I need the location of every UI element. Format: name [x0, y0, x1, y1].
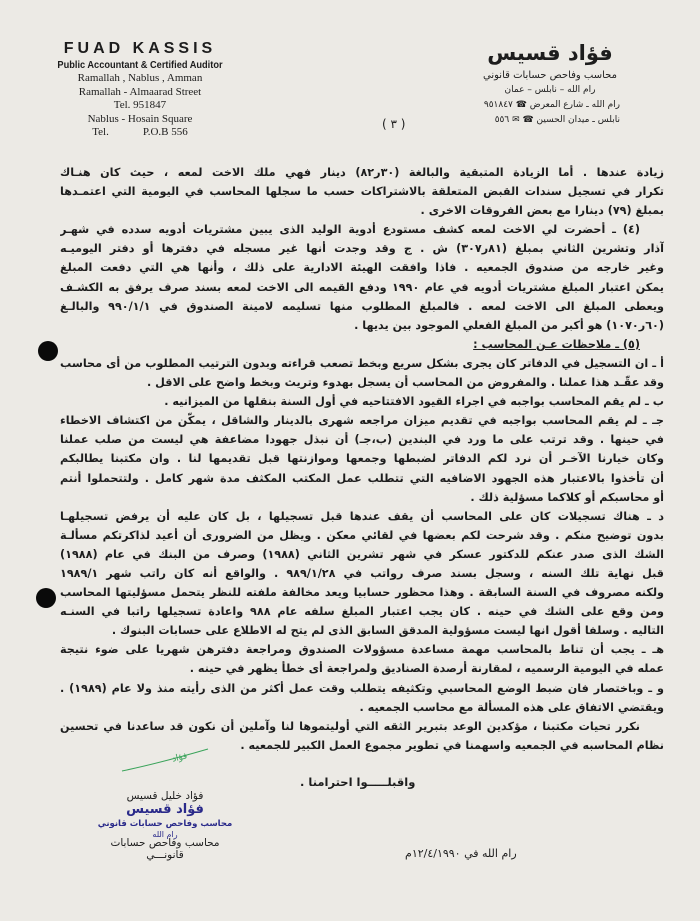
stamp-title: محاسب وفاحص حسابات قانوني	[97, 819, 233, 829]
letter-body	[60, 163, 664, 755]
body-line: ويقتضي الاتفاق على هذه المسألة مع محاسب الجمعيه .	[359, 700, 664, 714]
section-heading: (٥) ـ ملاحظات عـن المحاسب :	[473, 337, 640, 351]
body-line: د ـ هناك تسجيلات كان على المحاسب أن يقف عندها قبل تسجيلها ، بل كان عليه أن يرفض تسجيلهـا	[60, 509, 664, 523]
body-line: الشك الذى صدر عنكم للدكتور عسكر في شهر تشرين الثاني (١٩٨٨) وصرف من البنك في عام (١٩٨٨)	[60, 547, 664, 561]
body-line: ولكنه مصروف في السنة السابقة . وهذا محظور حسابيا ويعد مخالفة ملفته للنظر يتحمل مسؤليتها المحاسب	[60, 586, 664, 600]
ar-title: محاسب وفاحص حسابات قانوني	[483, 70, 617, 81]
body-line: آذار وتشرين الثاني بمبلغ (٨١ر٣٠٧) ش . ج وقد وجدت أنها غير مسجله في دفترها أو دفتر اليوميـه	[60, 242, 664, 256]
en-address2: Nablus - Hosain Square	[87, 112, 193, 125]
en-cities: Ramallah , Nablus , Amman	[77, 72, 203, 84]
body-line: قبل نهاية تلك السنه ، وسجل بسند صرف رواتب في ٩٨٩/١/٢٨ . والواقع أنه كان راتب شهر ١٩٨٩/١	[60, 566, 664, 580]
body-line: جـ ـ لم يقم المحاسب بواجبه في تقديم ميزان مراجعه شهرى بالدينار والشاقل ، يمكّن من اكتشاف الاخطاء	[60, 414, 664, 428]
date-line: رام الله في ١٢/٤/١٩٩٠م	[405, 847, 517, 860]
note-text: فؤاد	[171, 751, 189, 765]
green-pen-stroke	[120, 745, 210, 775]
stamp-city: رام الله	[152, 830, 178, 839]
signer-title: محاسب وفاحص حسابات قانونـــي	[110, 837, 220, 861]
body-line: نظام المحاسبه في الجمعيه واسهمنا في تطوير مجموع العمل الكبير للجمعيه .	[240, 738, 664, 752]
body-line: ومن وقع على الشك في حينه . كان يجب اعتبار المبلغ سلفه عام ٩٨٨ واعادة تسجيلها راتبا في السنـه	[60, 605, 664, 619]
body-line: وقد عقّـد هذا عملنا . والمفروض من المحاسب أن يسجل بهدوء وتريث وبخط واضح على الاقل .	[147, 376, 664, 390]
body-line: (٤) ـ أحضرت لي الاخت لمعه كشف مستودع أدوية الوليد الذى يبين مشتريات أدويه سدده في شهـر	[60, 223, 640, 237]
en-contact-row	[40, 126, 240, 140]
en-title: Public Accountant & Certified Auditor	[57, 59, 223, 71]
en-address: Ramallah - Almaarad Street	[78, 85, 202, 98]
body-line: هـ ـ يجب أن تناط بالمحاسب مهمة مساعدة مسؤولات الصندوق ومراجعة دفترهن شهريا على ضوء نتيجة	[60, 643, 664, 657]
body-line: تكرار في تسجيل سندات القبض المتعلقة بالاشتراكات حسب ما سجلها المحاسب في اليومية التي اعتمـدها	[60, 185, 664, 199]
body-line: بدون توضيح منكم . وقد شرحت لكم بعضها في لقائي معكن . ويظل من الضرورى أن أعيد لذاكرتكم مسألـة	[60, 528, 664, 542]
signer-name: فؤاد خليل قسيس	[126, 790, 204, 802]
body-line: أن تأخذوا بالاعتبار هذه الجهود الاضافيه التي تتطلب عمل المكتب المكثف مدة شهر كامل . ولتتحملوا أنتم	[60, 471, 664, 485]
body-line: نكرر تحيات مكتبنا ، مؤكدين الوعد بتبرير الثقه التي أوليتموها لنا وآملين أن نكون قد ساعدنا في تحسين	[60, 719, 640, 733]
punch-hole	[36, 588, 56, 608]
body-line: في حينها . وقد ترتب على ما ورد في البندين (ب،جـ) أن نبذل جهودا مضاعفة هي ليست من صلب عملنا	[60, 433, 664, 447]
en-name: FUAD KASSIS	[63, 40, 217, 57]
ar-address2: نابلس ـ ميدان الحسين ☎ ✉ ٥٥٦	[494, 115, 620, 125]
stamp-name: فؤاد قسيس	[126, 802, 204, 817]
body-line: عمله في اليومية الرسميه ، لمقارنة أرصدة الصناديق ولمراجعة أى خطأ يظهر في حينه .	[189, 662, 664, 676]
body-line: يمكن اعتبار المبلغ مشتريات أدويه في عام ١٩٩٠ ودفع القيمه الى الاخت لمعه بسند صرف يرفق به الكشـف	[60, 280, 664, 294]
body-line: التاليه . وسلفا أقول انها ليست مسؤولية المدقق السابق الذى لم يتح له الاطلاع على حسابات البنوك .	[111, 624, 664, 638]
signature-block	[95, 790, 235, 861]
ar-cities: رام الله – نابلس – عمان	[504, 85, 596, 95]
en-pob: P.O.B 556	[142, 126, 188, 138]
body-line: زيادة عندها . أما الزيادة المتبقية والبالغة (٣٠ر٨٢) دينار فهي ملك الاخت لمعه ، حيث كان هنـاك	[60, 166, 664, 179]
handwritten-note	[120, 745, 210, 779]
body-line: و ـ وباختصار فان ضبط الوضع المحاسبي وتكثيفه يتطلب وقت عمل أكثر من الذى رأيته منذ ولا عام (١٩٨٩) .	[60, 681, 664, 695]
arabic-letterhead	[440, 38, 660, 128]
office-stamp	[95, 802, 235, 839]
page-number: ( ٣ )	[382, 117, 406, 131]
ar-address: رام الله ـ شارع المعرض ☎ ٩٥١٨٤٧	[483, 100, 620, 110]
punch-hole	[38, 341, 58, 361]
body-line: بمبلغ (٧٩) دينارا مع بعض الفروقات الاخرى .	[420, 204, 664, 218]
body-line: ويعطى المبلغ الى الاخت لمعه . فالمبلغ المطلوب منها تسليمه لامينة الصندوق في ٩٩٠/١/١ والبالـغ	[60, 299, 664, 313]
body-line: وغير خارجه من صندوق الجمعيه . فاذا وافقت الهيئة الادارية على ذلك ، وأنها هي التي دفعت المبلغ	[60, 261, 664, 275]
en-tel: Tel. 951847	[113, 99, 167, 111]
body-line: (٦٠ر١٠٧٠) هو أكبر من المبلغ الفعلي الموجود بين يديها .	[354, 318, 664, 332]
body-line: وكان خيارنا الآخـر أن نرد لكم الدفاتر لضبطها وجمعها وموازنتها قبل تقديمها لنا . وان مكتبنا يطالبكم	[60, 452, 664, 466]
en-tel2: Tel.	[92, 126, 109, 138]
english-letterhead	[40, 40, 240, 140]
body-line: أ ـ ان التسجيل في الدفاتر كان يجرى بشكل سريع وبخط تصعب قراءته وبدون الترتيب المطلوب من أى محاسب	[60, 356, 664, 370]
ar-name: فؤاد قسيس	[487, 41, 613, 65]
body-line: ب ـ لم يقم المحاسب بواجبه في اجراء القيود الافتتاحيه في أول السنة بنقلها من الميزانيه .	[164, 395, 664, 409]
body-line: أو محاسبكم أو كلاكما مسؤلية ذلك .	[470, 490, 664, 504]
closing-line: واقبلـــــوا احترامنا .	[300, 775, 416, 789]
